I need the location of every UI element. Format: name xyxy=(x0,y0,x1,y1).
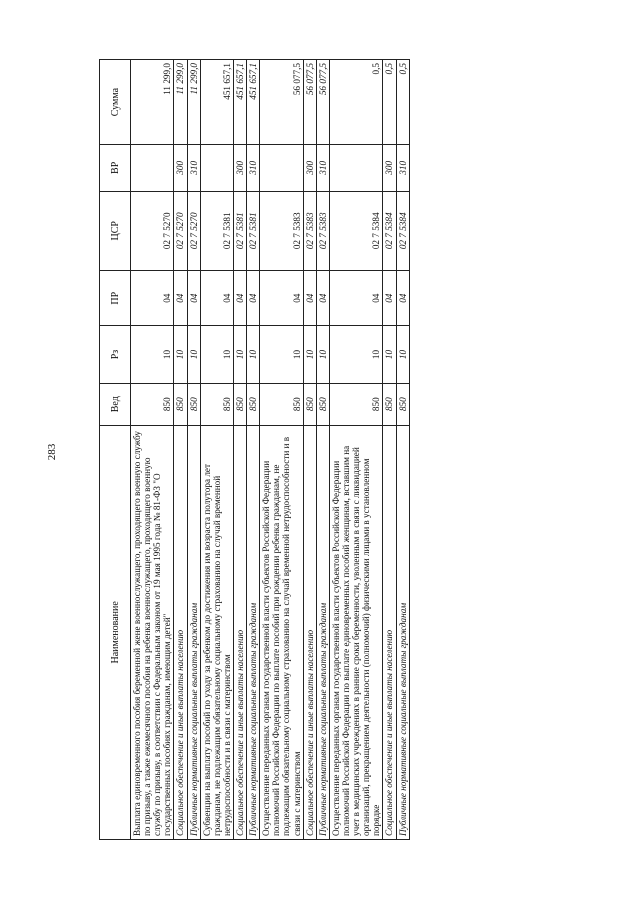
cell-csr: 02 7 5270 xyxy=(174,191,187,271)
cell-csr: 02 7 5383 xyxy=(260,191,303,271)
table-row xyxy=(329,60,383,840)
table-row xyxy=(396,60,409,840)
cell-name: Публичные нормативные социальные выплаты гражданам xyxy=(396,425,409,839)
cell-pr: 04 xyxy=(396,271,409,326)
cell-ved: 850 xyxy=(396,383,409,425)
cell-csr: 02 7 5270 xyxy=(187,191,200,271)
cell-ved: 850 xyxy=(247,383,260,425)
cell-csr: 02 7 5383 xyxy=(316,191,329,271)
cell-vr: 310 xyxy=(247,145,260,191)
cell-ved: 850 xyxy=(316,383,329,425)
cell-rz: 10 xyxy=(396,326,409,383)
cell-ved: 850 xyxy=(233,383,246,425)
table-row xyxy=(316,60,329,840)
cell-ved: 850 xyxy=(174,383,187,425)
cell-rz: 10 xyxy=(233,326,246,383)
cell-pr: 04 xyxy=(174,271,187,326)
cell-vr: 310 xyxy=(396,145,409,191)
cell-pr: 04 xyxy=(233,271,246,326)
cell-vr xyxy=(329,145,383,191)
budget-table xyxy=(99,59,410,840)
cell-name: Социальное обеспечение и иные выплаты населению xyxy=(233,425,246,839)
cell-csr: 02 7 5384 xyxy=(383,191,396,271)
cell-name: Социальное обеспечение и иные выплаты населению xyxy=(303,425,316,839)
table-row xyxy=(247,60,260,840)
header-vr: ВР xyxy=(100,145,131,191)
cell-pr: 04 xyxy=(200,271,233,326)
cell-ved: 850 xyxy=(200,383,233,425)
table-row xyxy=(233,60,246,840)
cell-vr xyxy=(260,145,303,191)
cell-pr: 04 xyxy=(329,271,383,326)
cell-ved: 850 xyxy=(303,383,316,425)
cell-sum: 451 657,1 xyxy=(200,60,233,145)
cell-name: Публичные нормативные социальные выплаты гражданам xyxy=(247,425,260,839)
cell-pr: 04 xyxy=(247,271,260,326)
cell-rz: 10 xyxy=(200,326,233,383)
cell-rz: 10 xyxy=(303,326,316,383)
cell-csr: 02 7 5384 xyxy=(329,191,383,271)
cell-name: Социальное обеспечение и иные выплаты населению xyxy=(174,425,187,839)
table-row xyxy=(200,60,233,840)
cell-name: Социальное обеспечение и иные выплаты населению xyxy=(383,425,396,839)
cell-csr: 02 7 5384 xyxy=(396,191,409,271)
cell-vr xyxy=(131,145,174,191)
cell-vr: 310 xyxy=(187,145,200,191)
cell-sum: 56 077,5 xyxy=(303,60,316,145)
cell-sum: 0,5 xyxy=(329,60,383,145)
cell-sum: 11 299,0 xyxy=(131,60,174,145)
cell-ved: 850 xyxy=(187,383,200,425)
cell-rz: 10 xyxy=(329,326,383,383)
table-row xyxy=(131,60,174,840)
cell-name: Публичные нормативные социальные выплаты гражданам xyxy=(316,425,329,839)
cell-vr: 300 xyxy=(303,145,316,191)
cell-vr: 300 xyxy=(174,145,187,191)
cell-ved: 850 xyxy=(260,383,303,425)
cell-rz: 10 xyxy=(316,326,329,383)
cell-rz: 10 xyxy=(174,326,187,383)
header-rz: Рз xyxy=(100,326,131,383)
cell-rz: 10 xyxy=(131,326,174,383)
cell-sum: 451 657,1 xyxy=(247,60,260,145)
cell-pr: 04 xyxy=(383,271,396,326)
table-row xyxy=(174,60,187,840)
cell-csr: 02 7 5383 xyxy=(303,191,316,271)
page-number: 283 xyxy=(46,443,58,461)
cell-csr: 02 7 5381 xyxy=(233,191,246,271)
cell-pr: 04 xyxy=(131,271,174,326)
table-row xyxy=(383,60,396,840)
table-row xyxy=(303,60,316,840)
cell-vr: 300 xyxy=(233,145,246,191)
cell-sum: 11 299,0 xyxy=(187,60,200,145)
cell-vr: 310 xyxy=(316,145,329,191)
header-ved: Вед xyxy=(100,383,131,425)
cell-ved: 850 xyxy=(131,383,174,425)
cell-csr: 02 7 5381 xyxy=(200,191,233,271)
cell-vr xyxy=(200,145,233,191)
cell-csr: 02 7 5381 xyxy=(247,191,260,271)
cell-pr: 04 xyxy=(187,271,200,326)
cell-sum: 0,5 xyxy=(383,60,396,145)
rotated-table-container xyxy=(99,59,541,840)
table-row xyxy=(187,60,200,840)
cell-rz: 10 xyxy=(260,326,303,383)
cell-sum: 451 657,1 xyxy=(233,60,246,145)
table-row xyxy=(260,60,303,840)
header-sum: Сумма xyxy=(100,60,131,145)
cell-rz: 10 xyxy=(247,326,260,383)
cell-rz: 10 xyxy=(187,326,200,383)
cell-sum: 56 077,5 xyxy=(316,60,329,145)
cell-pr: 04 xyxy=(303,271,316,326)
header-pr: ПР xyxy=(100,271,131,326)
table-header-row xyxy=(100,60,131,840)
cell-sum: 11 299,0 xyxy=(174,60,187,145)
cell-name: Осуществление переданных органам государственной власти субъектов Российской Федерации полномочий Российской Федерации по выплате пособий при рождении ребенка гражданам, не подлежащим обязательному социальному страхованию на случай временной нетрудоспособности и в связи с материнством xyxy=(260,425,303,839)
cell-ved: 850 xyxy=(329,383,383,425)
cell-name: Выплата единовременного пособия беременной жене военнослужащего, проходящего военную службу по призыву, а также ежемесячного пособия на ребенка военнослужащего, проходящего военную службу по призыву, в соответствии с Федеральным законом от 19 мая 1995 года № 81-ФЗ "О государственных пособиях гражданам, имеющим детей" xyxy=(131,425,174,839)
header-name: Наименование xyxy=(100,425,131,839)
cell-rz: 10 xyxy=(383,326,396,383)
cell-pr: 04 xyxy=(260,271,303,326)
cell-name: Субвенции на выплату пособий по уходу за ребенком до достижения им возраста полутора лет гражданам, не подлежащим обязательному социальному страхованию на случай временной нетрудоспособности и в связи с материнством xyxy=(200,425,233,839)
cell-sum: 0,5 xyxy=(396,60,409,145)
cell-ved: 850 xyxy=(383,383,396,425)
cell-name: Публичные нормативные социальные выплаты гражданам xyxy=(187,425,200,839)
cell-sum: 56 077,5 xyxy=(260,60,303,145)
cell-csr: 02 7 5270 xyxy=(131,191,174,271)
cell-pr: 04 xyxy=(316,271,329,326)
header-csr: ЦСР xyxy=(100,191,131,271)
cell-vr: 300 xyxy=(383,145,396,191)
cell-name: Осуществление переданных органам государственной власти субъектов Российской Федерации полномочий Российской Федерации по выплате единовременных пособий женщинам, вставшим на учет в медицинских учреждениях в ранние сроки беременности, уволенным в связи с ликвидацией организаций, прекращением деятельности (полномочий) физическими лицами в установленном порядке xyxy=(329,425,383,839)
